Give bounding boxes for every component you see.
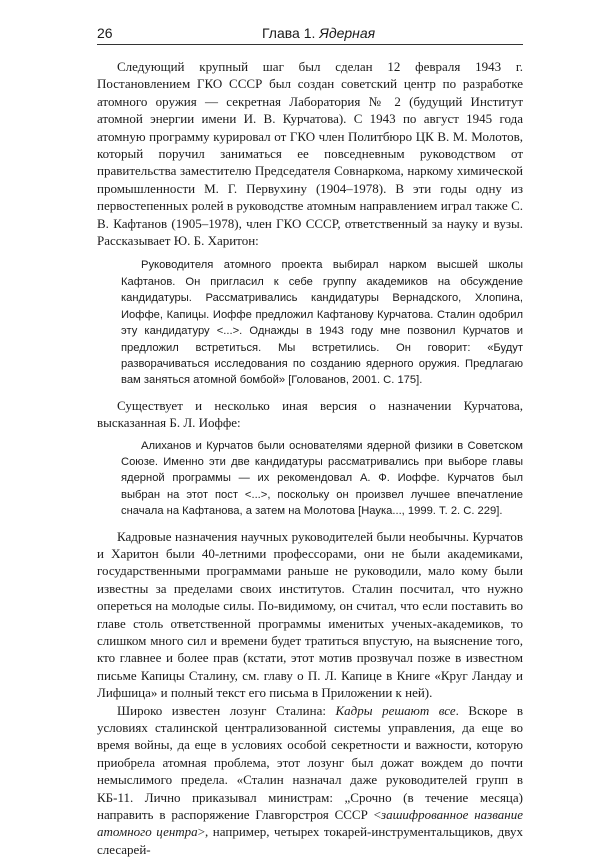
stalin-slogan: Кадры решают все xyxy=(335,702,456,718)
paragraph-2: Существует и несколько иная версия о назначении Курчатова, высказанная Б. Л. Иоффе: xyxy=(97,397,523,431)
quote-ioffe: Алиханов и Курчатов были основателями ядерной физики в Советском Союзе. Именно эти две кандидатуры рассматривались при выборе главы ядерной программы — их рекомендовал А. Ф. Иоффе. Курчатов был выбран на этот пост <...>, поскольку он произвел лучшее впечатление сначала на Кафтанова, а затем на Молотова [Наука..., 1999. Т. 2. С. 229]. xyxy=(121,439,523,518)
paragraph-4-part-c: >, например, четырех токарей-инструментальщиков, двух слесарей- xyxy=(97,824,523,857)
running-header xyxy=(97,24,523,45)
chapter-name: Ядерная xyxy=(319,25,376,41)
paragraph-4-part-a: Широко известен лозунг Сталина: xyxy=(117,702,336,718)
chapter-prefix: Глава 1. xyxy=(262,25,316,41)
quote-khariton: Руководителя атомного проекта выбирал нарком высшей школы Кафтанов. Он пригласил к себе группу академиков на обсуждение кандидатуры. Рассматривались кандидатуры Вернадского, Хлопина, Иоффе, Капицы. Иоффе предложил Кафтанову Курчатова. Сталин одобрил эту кандидатуру <...>. Однажды в 1943 году мне позвонил Курчатов и предложил встретиться. Мы встретились. Он говорит: «Будут разворачиваться исследования по созданию ядерного оружия. Предлагаю вам заняться атомной бомбой» [Голованов, 2001. С. 175]. xyxy=(121,259,523,387)
paragraph-3: Кадровые назначения научных руководителей были необычны. Курчатов и Харитон были 40-летними профессорами, они не были академиками, государственными программами раньше не руководили, мало кому были известны за пределами своих институтов. Сталин посчитал, что нужно опереться на молодые силы. По-видимому, он считал, что если поставить во главе столь ответственной программы именитых ученых-академиков, то слишком много сил и времени будет тратиться впустую, на выяснение того, кто главнее и более прав (кстати, этот мотив прозвучал позже в известном письме Капицы Сталину, см. главу о П. Л. Капице в Книге «Круг Ландау и Лифшица» и полный текст его письма в Приложении к ней). xyxy=(97,528,523,701)
page-body xyxy=(97,58,523,858)
chapter-title xyxy=(262,25,375,41)
encrypted-name-note: зашифрованное название атомного центра xyxy=(97,807,523,840)
page-number: 26 xyxy=(97,25,113,41)
paragraph-4 xyxy=(97,702,523,858)
paragraph-1: Следующий крупный шаг был сделан 12 февраля 1943 г. Постановлением ГКО СССР был создан советский центр по разработке атомного оружия — секретная Лаборатория № 2 (будущий Институт атомной энергии имени И. В. Курчатова). С 1943 по август 1945 года атомную программу курировал от ГКО член Политбюро ЦК В. М. Молотов, который поручил заниматься ее повседневным руководством от правительства заместителю Председателя Совнаркома, наркому химической промышленности М. Г. Первухину (1904–1978). В эти годы одну из первостепенных ролей в руководстве атомным направлением играл также С. В. Кафтанов (1905–1978), член ГКО СССР, ответственный за науку и вузы. Рассказывает Ю. Б. Харитон: xyxy=(97,59,523,249)
paragraph-4-part-b: . Вскоре в условиях сталинской централизованной системы управления, да еще во время войны, да еще в условиях особой секретности и важности, которую приобрела атомная проблема, этот лозунг был дожат вождем до почти немыслимого предела. «Сталин назначал даже руководителей групп в КБ-11. Лично приказывал министрам: „Срочно (в течение месяца) направить в распоряжение Главгорстроя СССР < xyxy=(97,702,523,823)
